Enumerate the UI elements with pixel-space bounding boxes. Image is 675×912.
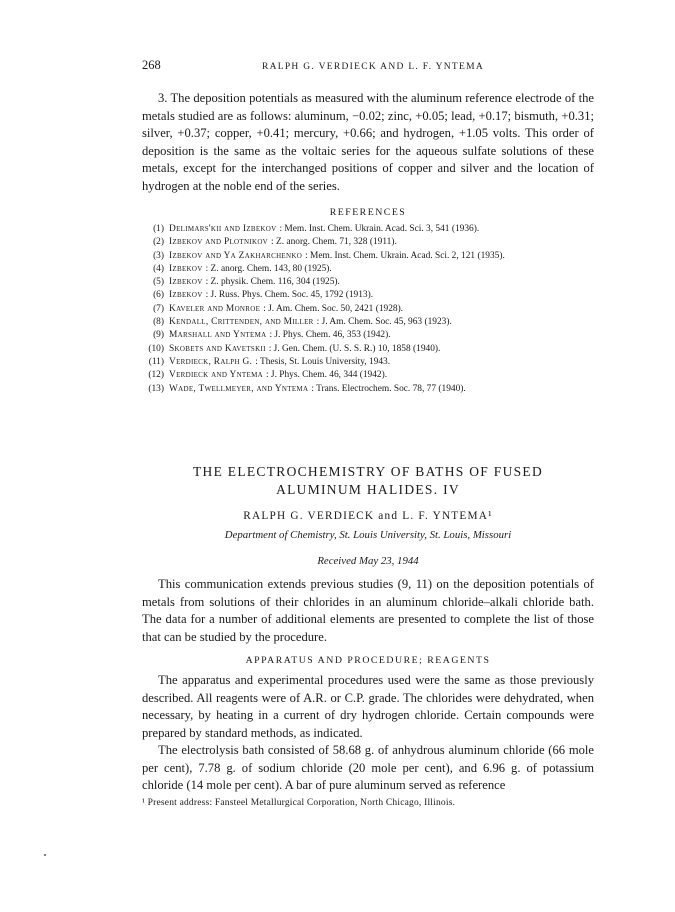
reference-authors: Wade, Twellmeyer, and Yntema bbox=[169, 383, 309, 394]
reference-number: (8) bbox=[153, 317, 164, 328]
reference-number: (12) bbox=[148, 370, 164, 381]
article-title-line1: THE ELECTROCHEMISTRY OF BATHS OF FUSED bbox=[192, 464, 544, 479]
references-heading: REFERENCES bbox=[329, 207, 407, 218]
reference-item bbox=[142, 369, 602, 382]
page-number: 268 bbox=[142, 58, 161, 72]
reference-number: (1) bbox=[153, 224, 164, 234]
reference-authors: Kendall, Crittenden, and Miller bbox=[169, 317, 314, 328]
reference-item bbox=[142, 316, 602, 329]
reference-citation: : Mem. Inst. Chem. Ukrain. Acad. Sci. 3, 541 (1936). bbox=[279, 224, 480, 234]
reference-item bbox=[142, 276, 602, 289]
reference-citation: : J. Phys. Chem. 46, 353 (1942). bbox=[269, 330, 391, 341]
reference-item bbox=[142, 303, 602, 316]
reference-number: (2) bbox=[153, 237, 164, 248]
intro-paragraph: This communication extends previous studies (9, 11) on the deposition potentials of metals from solutions of their chlorides in an aluminum chloride–alkali chloride bath. The data for a number of additional elements are presented to complete the list of those that can be studied by the procedure. bbox=[142, 577, 594, 644]
reference-citation: : J. Russ. Phys. Chem. Soc. 45, 1792 (1913). bbox=[205, 290, 374, 301]
reference-number: (4) bbox=[153, 263, 164, 274]
section-heading: APPARATUS AND PROCEDURE; REAGENTS bbox=[245, 655, 491, 666]
reference-citation: : Thesis, St. Louis University, 1943. bbox=[255, 356, 391, 367]
reference-number: (10) bbox=[148, 343, 164, 354]
conclusion-block bbox=[142, 90, 594, 195]
reference-authors: Verdieck and Yntema bbox=[169, 370, 263, 381]
reference-authors: Izbekov and Plotnikov bbox=[169, 237, 269, 248]
reference-number: (9) bbox=[153, 330, 164, 341]
reference-number: (7) bbox=[153, 303, 164, 314]
reference-authors: Izbekov bbox=[169, 277, 203, 288]
body-block bbox=[142, 672, 594, 795]
reference-item bbox=[142, 263, 602, 276]
reference-item bbox=[142, 343, 602, 356]
reference-authors: Kaveler and Monroe bbox=[169, 303, 261, 314]
running-title: RALPH G. VERDIECK AND L. F. YNTEMA bbox=[261, 62, 485, 72]
reference-item bbox=[142, 223, 602, 236]
footnote: ¹ Present address: Fansteel Metallurgical Corporation, North Chicago, Illinois. bbox=[142, 798, 456, 808]
reference-item bbox=[142, 250, 602, 263]
reference-number: (11) bbox=[148, 356, 164, 367]
reference-item bbox=[142, 356, 602, 369]
article-authors: RALPH G. VERDIECK and L. F. YNTEMA¹ bbox=[243, 510, 493, 522]
reference-citation: : Z. anorg. Chem. 143, 80 (1925). bbox=[205, 263, 332, 274]
reference-number: (13) bbox=[148, 383, 164, 394]
reference-authors: Izbekov bbox=[169, 263, 203, 274]
department-affiliation: Department of Chemistry, St. Louis University, St. Louis, Missouri bbox=[224, 529, 512, 541]
article-title-line2: ALUMINUM HALIDES. IV bbox=[276, 482, 460, 497]
reference-citation: : Trans. Electrochem. Soc. 78, 77 (1940). bbox=[311, 383, 466, 394]
reference-item bbox=[142, 236, 602, 249]
body-paragraph-2: The electrolysis bath consisted of 58.68 g. of anhydrous aluminum chloride (66 mole per cent), 7.78 g. of sodium chloride (20 mole per cent), and 6.96 g. of potassium chloride (14 mole per cent). A bar of pure aluminum served as reference bbox=[142, 743, 594, 792]
reference-authors: Verdieck, Ralph G. bbox=[169, 356, 253, 367]
reference-citation: : Z. anorg. Chem. 71, 328 (1911). bbox=[271, 237, 397, 248]
reference-authors: Skobets and Kavetskii bbox=[169, 343, 266, 354]
reference-citation: : Z. physik. Chem. 116, 304 (1925). bbox=[205, 277, 340, 288]
reference-authors: Delimars'kii and Izbekov bbox=[169, 224, 277, 234]
reference-citation: : J. Am. Chem. Soc. 50, 2421 (1928). bbox=[263, 303, 404, 314]
running-head bbox=[142, 58, 594, 73]
reference-authors: Izbekov and Ya Zakharchenko bbox=[169, 250, 303, 261]
reference-list bbox=[142, 223, 602, 396]
stray-mark bbox=[44, 854, 46, 856]
intro-block bbox=[142, 576, 594, 646]
reference-citation: : Mem. Inst. Chem. Ukrain. Acad. Sci. 2, 121 (1935). bbox=[305, 250, 505, 261]
received-date: Received May 23, 1944 bbox=[317, 555, 419, 567]
reference-number: (3) bbox=[153, 250, 164, 261]
reference-authors: Izbekov bbox=[169, 290, 203, 301]
reference-citation: : J. Phys. Chem. 46, 344 (1942). bbox=[265, 370, 388, 381]
reference-number: (5) bbox=[153, 277, 164, 288]
reference-number: (6) bbox=[153, 290, 164, 301]
reference-item bbox=[142, 383, 602, 396]
reference-citation: : J. Gen. Chem. (U. S. S. R.) 10, 1858 (1940). bbox=[268, 343, 441, 354]
reference-item bbox=[142, 289, 602, 302]
reference-citation: : J. Am. Chem. Soc. 45, 963 (1923). bbox=[316, 317, 452, 328]
conclusion-paragraph: 3. The deposition potentials as measured with the aluminum reference electrode of the metals studied are as follows: aluminum, −0.02; zinc, +0.05; lead, +0.17; bismuth, +0.31; silver, +0.37; copper, +0.41; mercury, +0.66; and hydrogen, +1.05 volts. This order of deposition is the same as the voltaic series for the aqueous sulfate solutions of these metals, except for the interchanged positions of copper and silver and the location of hydrogen at the noble end of the series. bbox=[142, 91, 594, 193]
reference-item bbox=[142, 329, 602, 342]
body-paragraph-1: The apparatus and experimental procedures used were the same as those previously described. All reagents were of A.R. or C.P. grade. The chlorides were dehydrated, when necessary, by heating in a current of dry hydrogen chloride. Certain compounds were prepared by standard methods, as indicated. bbox=[142, 673, 594, 740]
reference-authors: Marshall and Yntema bbox=[169, 330, 267, 341]
